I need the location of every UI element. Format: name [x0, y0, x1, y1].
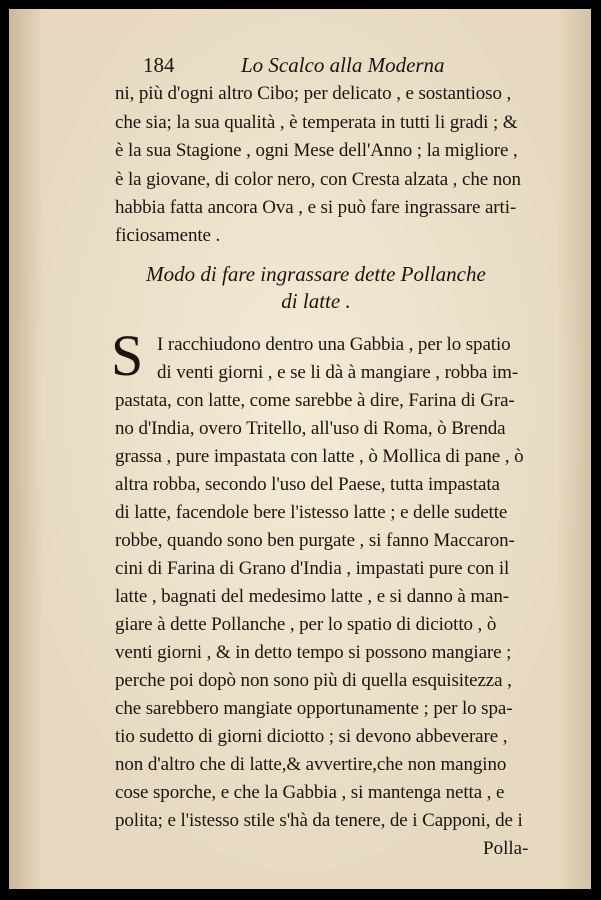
section-title-line-2: di latte . [281, 289, 351, 313]
text-line: cini di Farina di Grano d'India , impastati pure con il [115, 558, 510, 579]
text-line: robbe, quando sono ben purgate , si fanno Maccaron- [115, 530, 515, 551]
text-line: cose sporche, e che la Gabbia , si mantenga netta , e [115, 782, 505, 803]
text-line: venti giorni , & in detto tempo si possono mangiare ; [115, 642, 512, 663]
text-line: giare à dette Pollanche , per lo spatio di diciotto , ò [115, 614, 497, 635]
text-line: è la sua Stagione , ogni Mese dell'Anno ; la migliore , [115, 140, 518, 161]
text-line: polita; e l'istesso stile s'hà da tenere, de i Capponi, de i [115, 810, 523, 831]
text-line: no d'India, overo Tritello, all'uso di Roma, ò Brenda [115, 418, 506, 439]
book-page [9, 9, 591, 889]
text-line: latte , bagnati del medesimo latte , e si danno à man- [115, 586, 509, 607]
drop-cap: S [111, 323, 144, 388]
text-line: habbia fatta ancora Ova , e si può fare ingrassare arti- [115, 197, 517, 218]
text-line: perche poi dopò non sono più di quella esquisitezza , [115, 670, 512, 691]
running-title: Lo Scalco alla Moderna [241, 53, 445, 77]
text-line: di venti giorni , e se li dà à mangiare , robba im- [157, 362, 519, 383]
text-line: ni, più d'ogni altro Cibo; per delicato , e sostantioso , [115, 83, 512, 104]
catchword: Polla- [483, 838, 529, 859]
text-line: grassa , pure impastata con latte , ò Mollica di pane , ò [115, 446, 524, 467]
text-line: ficiosamente . [115, 225, 221, 246]
text-line: che sia; la sua qualità , è temperata in tutti li gradi ; & [115, 112, 518, 133]
text-line: di latte, facendole bere l'istesso latte ; e delle sudette [115, 502, 508, 523]
text-line: che sarebbero mangiate opportunamente ; per lo spa- [115, 698, 513, 719]
text-line: pastata, con latte, come sarebbe à dire, Farina di Gra- [115, 390, 515, 411]
text-line: tio sudetto di giorni diciotto ; si devono abbeverare , [115, 726, 508, 747]
text-line: non d'altro che di latte,& avvertire,che non mangino [115, 754, 507, 775]
text-line: altra robba, secondo l'uso del Paese, tutta impastata [115, 474, 500, 495]
text-line: è la giovane, di color nero, con Cresta alzata , che non [115, 169, 521, 190]
page-number: 184 [143, 53, 175, 77]
text-line: I racchiudono dentro una Gabbia , per lo spatio [157, 334, 511, 355]
section-title-line-1: Modo di fare ingrassare dette Pollanche [146, 262, 486, 286]
